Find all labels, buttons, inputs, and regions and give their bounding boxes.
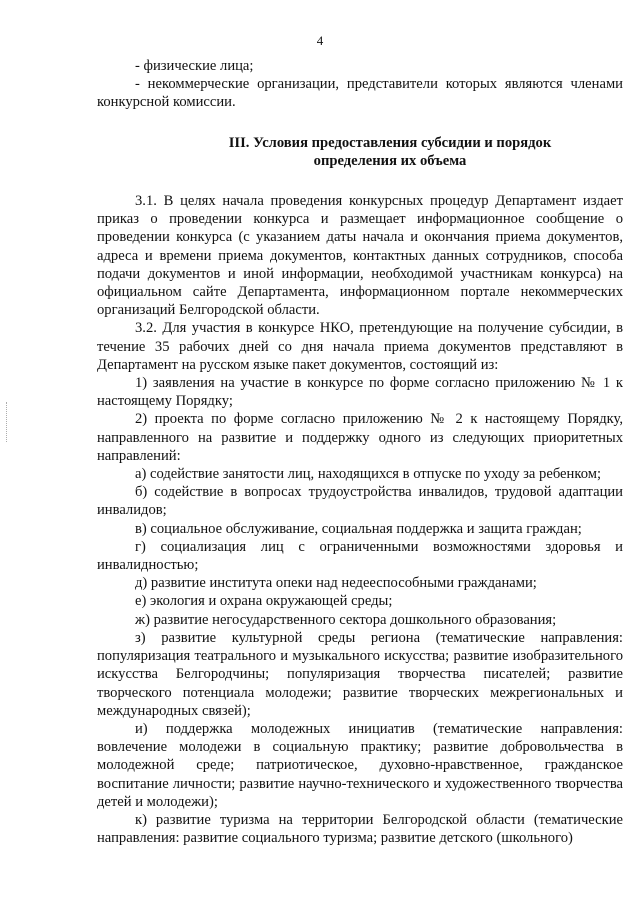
paragraph: 3.1. В целях начала проведения конкурсных процедур Департамент издает приказ о проведении конкурса и размещает информационное сообщение о проведении конкурса (с указанием даты начала и окончания приема документов, адреса и времени приема документов, контактных данных сотрудников, способа подачи документов и иной информации, необходимой участникам конкурса) на официальном сайте Департамента, информационном портале некоммерческих организаций Белгородской области. (97, 193, 623, 319)
list-item: - физические лица; (135, 58, 254, 74)
paragraph: 3.2. Для участия в конкурсе НКО, претендующие на получение субсидии, в течение 35 рабочих дней со дня начала приема документов представляют в Департамент на русском языке пакет документов, состоящий из: (97, 320, 623, 373)
list-item: - некоммерческие организации, представители которых являются членами конкурсной комиссии. (97, 76, 623, 111)
document-body (97, 57, 623, 847)
page-number: 4 (316, 33, 324, 48)
section-heading-line-1: III. Условия предоставления субсидии и порядок (228, 134, 552, 151)
paragraph: 2) проекта по форме согласно приложению № 2 к настоящему Порядку, направленного на развитие и поддержку одного из следующих приоритетных направлений: (97, 411, 623, 464)
paragraph: з) развитие культурной среды региона (тематические направления: популяризация театрального и музыкального искусства; развитие изобразительного искусства Белгородчины; популяризация творчества писателей; развитие творческого потенциала молодежи; развитие творческих межрегиональных и международных связей); (97, 629, 623, 719)
section-heading-line-2: определения их объема (313, 152, 467, 169)
paragraph: 1) заявления на участие в конкурсе по форме согласно приложению № 1 к настоящему Порядку; (97, 375, 623, 410)
paragraph: ж) развитие негосударственного сектора дошкольного образования; (135, 611, 557, 628)
paragraph: б) содействие в вопросах трудоустройства инвалидов, трудовой адаптации инвалидов; (97, 484, 623, 519)
paragraph: д) развитие института опеки над недееспособными гражданами; (135, 575, 537, 592)
margin-scan-mark (6, 402, 10, 442)
paragraph: в) социальное обслуживание, социальная поддержка и защита граждан; (135, 520, 582, 537)
paragraph: и) поддержка молодежных инициатив (тематические направления: вовлечение молодежи в социальную практику; развитие добровольчества в молодежной среде; патриотическое, духовно-нравственное, гражданское воспитание личности; развитие научно-технического и художественного творчества детей и молодежи); (97, 720, 623, 810)
paragraph: к) развитие туризма на территории Белгородской области (тематические направления: развитие социального туризма; развитие детского (школьного) (97, 811, 623, 847)
paragraph: г) социализация лиц с ограниченными возможностями здоровья и инвалидностью; (97, 538, 623, 574)
paragraph: е) экология и охрана окружающей среды; (135, 593, 393, 610)
paragraph: а) содействие занятости лиц, находящихся в отпуске по уходу за ребенком; (135, 466, 602, 483)
